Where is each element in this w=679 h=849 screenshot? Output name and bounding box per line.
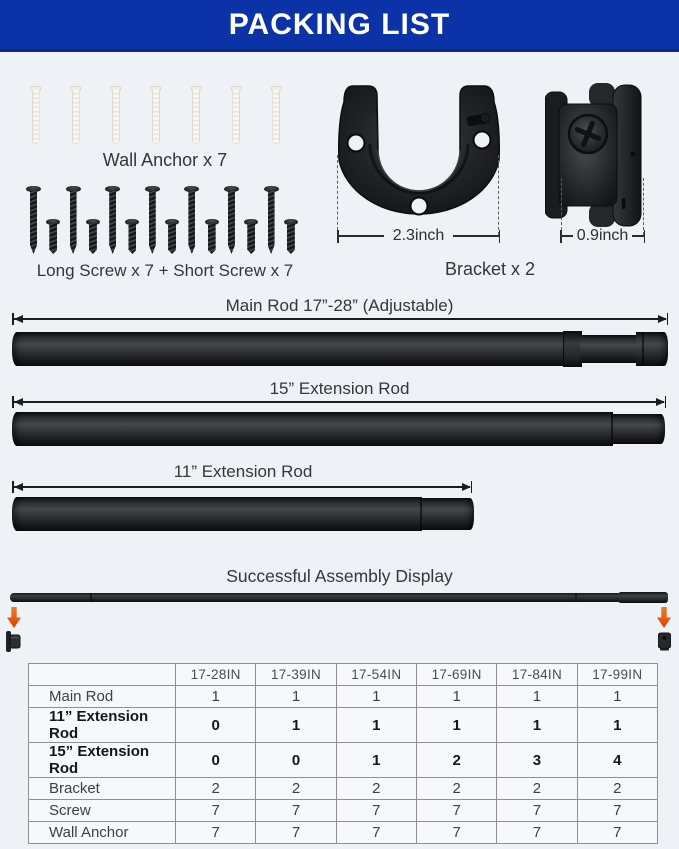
screw-shaft [128, 224, 136, 254]
table-cell: 0 [176, 708, 256, 743]
main-rod-dim-arrow [12, 313, 668, 325]
table-row-label: Wall Anchor [29, 822, 176, 844]
dim-line [339, 235, 384, 236]
table-cell: 7 [336, 800, 416, 822]
arrowhead-right-icon [462, 483, 471, 491]
short-screw-icon [125, 219, 139, 254]
table-cell: 1 [577, 686, 657, 708]
table-cell: 7 [336, 822, 416, 844]
dim-line [562, 235, 573, 236]
dim-line [14, 318, 666, 319]
table-cell: 7 [577, 822, 657, 844]
mini-bracket-left-icon [6, 631, 21, 652]
long-screw-icon [66, 186, 81, 254]
table-cell: 1 [336, 686, 416, 708]
screw-shaft [228, 191, 235, 254]
table-cell: 1 [256, 686, 336, 708]
arrowhead-right-icon [656, 398, 665, 406]
ext11-dim-arrow [12, 481, 472, 493]
dim-line [453, 235, 498, 236]
table-row [29, 778, 658, 800]
table-cell: 7 [497, 800, 577, 822]
rod-end-segment [618, 592, 668, 603]
ext15-rod-label: 15” Extension Rod [269, 379, 410, 398]
wall-anchor-icon [191, 86, 202, 148]
header-banner [0, 0, 679, 52]
bracket-side-dim-value: 0.9inch [576, 227, 629, 244]
rod-connector [420, 498, 474, 530]
dim-line [14, 486, 470, 487]
rod-seam [90, 593, 92, 602]
table-cell: 7 [416, 822, 496, 844]
long-screw-icon [105, 186, 120, 254]
table-row-label: Screw [29, 800, 176, 822]
ext11-rod-label: 11” Extension Rod [173, 462, 313, 481]
arrowhead-right-icon [658, 315, 667, 323]
short-screw-icon [284, 219, 298, 254]
rod-seam [642, 333, 644, 365]
wall-anchor-icon [271, 86, 282, 148]
wall-anchor-body [232, 90, 240, 146]
table-row [29, 743, 658, 778]
screw-shaft [109, 191, 116, 254]
dim-line [632, 235, 643, 236]
table-cell: 1 [416, 708, 496, 743]
wall-anchor-icon [30, 86, 41, 148]
screw-shaft [188, 191, 195, 254]
table-cell: 1 [416, 686, 496, 708]
wall-anchor-row [30, 86, 282, 148]
table-header-cell: 17-54IN [336, 664, 416, 686]
table-cell: 3 [497, 743, 577, 778]
table-cell: 2 [256, 778, 336, 800]
table-row-label: 11” Extension Rod [29, 708, 176, 743]
page-title: PACKING LIST [228, 7, 451, 41]
bracket-front-dimension [337, 227, 500, 245]
assembled-rod-image [10, 593, 668, 602]
table-header-empty-cell [29, 664, 176, 686]
table-cell: 0 [176, 743, 256, 778]
ext15-dim-arrow [12, 396, 666, 408]
table-header-cell: 17-69IN [416, 664, 496, 686]
table-cell: 7 [577, 800, 657, 822]
rod-end-cap [636, 332, 668, 366]
ext15-rod-image [12, 412, 665, 446]
bracket-front-icon [337, 82, 501, 226]
dim-extension-line [337, 155, 338, 235]
table-header-cell: 17-39IN [256, 664, 336, 686]
table-cell: 4 [577, 743, 657, 778]
table-row-label: Bracket [29, 778, 176, 800]
wall-anchor-body [112, 90, 120, 146]
table-cell: 1 [577, 708, 657, 743]
main-rod-image [12, 332, 668, 366]
table-header-row [29, 664, 658, 686]
main-rod-label: Main Rod 17”-28” (Adjustable) [225, 296, 454, 315]
mini-bracket-right-icon [658, 631, 671, 651]
screw-shaft [30, 191, 37, 254]
dim-tick [471, 481, 473, 493]
table-cell: 1 [256, 708, 336, 743]
short-screw-icon [205, 219, 219, 254]
screw-shaft [268, 191, 275, 254]
screws-label: Long Screw x 7 + Short Screw x 7 [36, 261, 294, 280]
orange-down-arrow-icon [7, 607, 21, 628]
short-screw-icon [46, 219, 60, 254]
quantity-table [28, 663, 658, 844]
rod-tube [12, 332, 568, 366]
rod-seam [420, 498, 422, 530]
dim-tick [667, 313, 669, 325]
table-cell: 0 [256, 743, 336, 778]
bracket-side-dimension [560, 227, 645, 245]
long-screw-icon [26, 186, 41, 254]
table-cell: 7 [176, 822, 256, 844]
wall-anchor-body [152, 90, 160, 146]
wall-anchor-icon [150, 86, 161, 148]
rod-seam [611, 413, 613, 445]
table-cell: 1 [497, 708, 577, 743]
screw-shaft [247, 224, 255, 254]
screw-shaft [70, 191, 77, 254]
table-cell: 7 [416, 800, 496, 822]
table-cell: 7 [256, 800, 336, 822]
long-screw-icon [145, 186, 160, 254]
dim-extension-line [498, 155, 499, 235]
short-screw-icon [244, 219, 258, 254]
table-row [29, 822, 658, 844]
screw-shaft [168, 224, 176, 254]
table-cell: 7 [497, 822, 577, 844]
table-row [29, 708, 658, 743]
bracket-front-dim-value: 2.3inch [392, 227, 445, 244]
screw-shaft [149, 191, 156, 254]
table-cell: 2 [336, 778, 416, 800]
screw-shaft [49, 224, 57, 254]
orange-down-arrow-icon [657, 607, 671, 628]
wall-anchor-body [272, 90, 280, 146]
table-cell: 7 [176, 800, 256, 822]
ext11-rod-image [12, 497, 474, 531]
table-cell: 1 [497, 686, 577, 708]
screw-shaft [208, 224, 216, 254]
table-cell: 1 [336, 708, 416, 743]
short-screw-icon [165, 219, 179, 254]
table-row-label: Main Rod [29, 686, 176, 708]
long-screw-icon [224, 186, 239, 254]
rod-tube [12, 412, 613, 446]
long-screw-icon [184, 186, 199, 254]
table-row-label: 15” Extension Rod [29, 743, 176, 778]
table-cell: 2 [176, 778, 256, 800]
table-cell: 2 [416, 743, 496, 778]
dim-tick [644, 230, 646, 243]
table-cell: 1 [176, 686, 256, 708]
table-header-cell: 17-99IN [577, 664, 657, 686]
dim-tick [499, 230, 501, 243]
dim-line [14, 401, 664, 402]
rod-connector [611, 414, 665, 444]
table-cell: 7 [256, 822, 336, 844]
table-cell: 2 [577, 778, 657, 800]
wall-anchor-label: Wall Anchor x 7 [102, 150, 228, 170]
rod-tube [12, 497, 422, 531]
table-header-cell: 17-84IN [497, 664, 577, 686]
table-head [29, 664, 658, 686]
screw-row [26, 184, 298, 254]
assembly-title: Successful Assembly Display [226, 566, 453, 586]
table-row [29, 686, 658, 708]
long-screw-icon [264, 186, 279, 254]
wall-anchor-icon [110, 86, 121, 148]
screw-shaft [287, 224, 295, 254]
wall-anchor-icon [70, 86, 81, 148]
table-row [29, 800, 658, 822]
table-cell: 2 [416, 778, 496, 800]
wall-anchor-body [72, 90, 80, 146]
short-screw-icon [86, 219, 100, 254]
table-header-cell: 17-28IN [176, 664, 256, 686]
wall-anchor-body [192, 90, 200, 146]
rod-seam [575, 593, 577, 602]
table-cell: 2 [497, 778, 577, 800]
bracket-label: Bracket x 2 [444, 259, 536, 279]
table-body [29, 686, 658, 844]
wall-anchor-icon [231, 86, 242, 148]
screw-shaft [89, 224, 97, 254]
dim-tick [665, 396, 667, 408]
wall-anchor-body [32, 90, 40, 146]
table-cell: 1 [336, 743, 416, 778]
